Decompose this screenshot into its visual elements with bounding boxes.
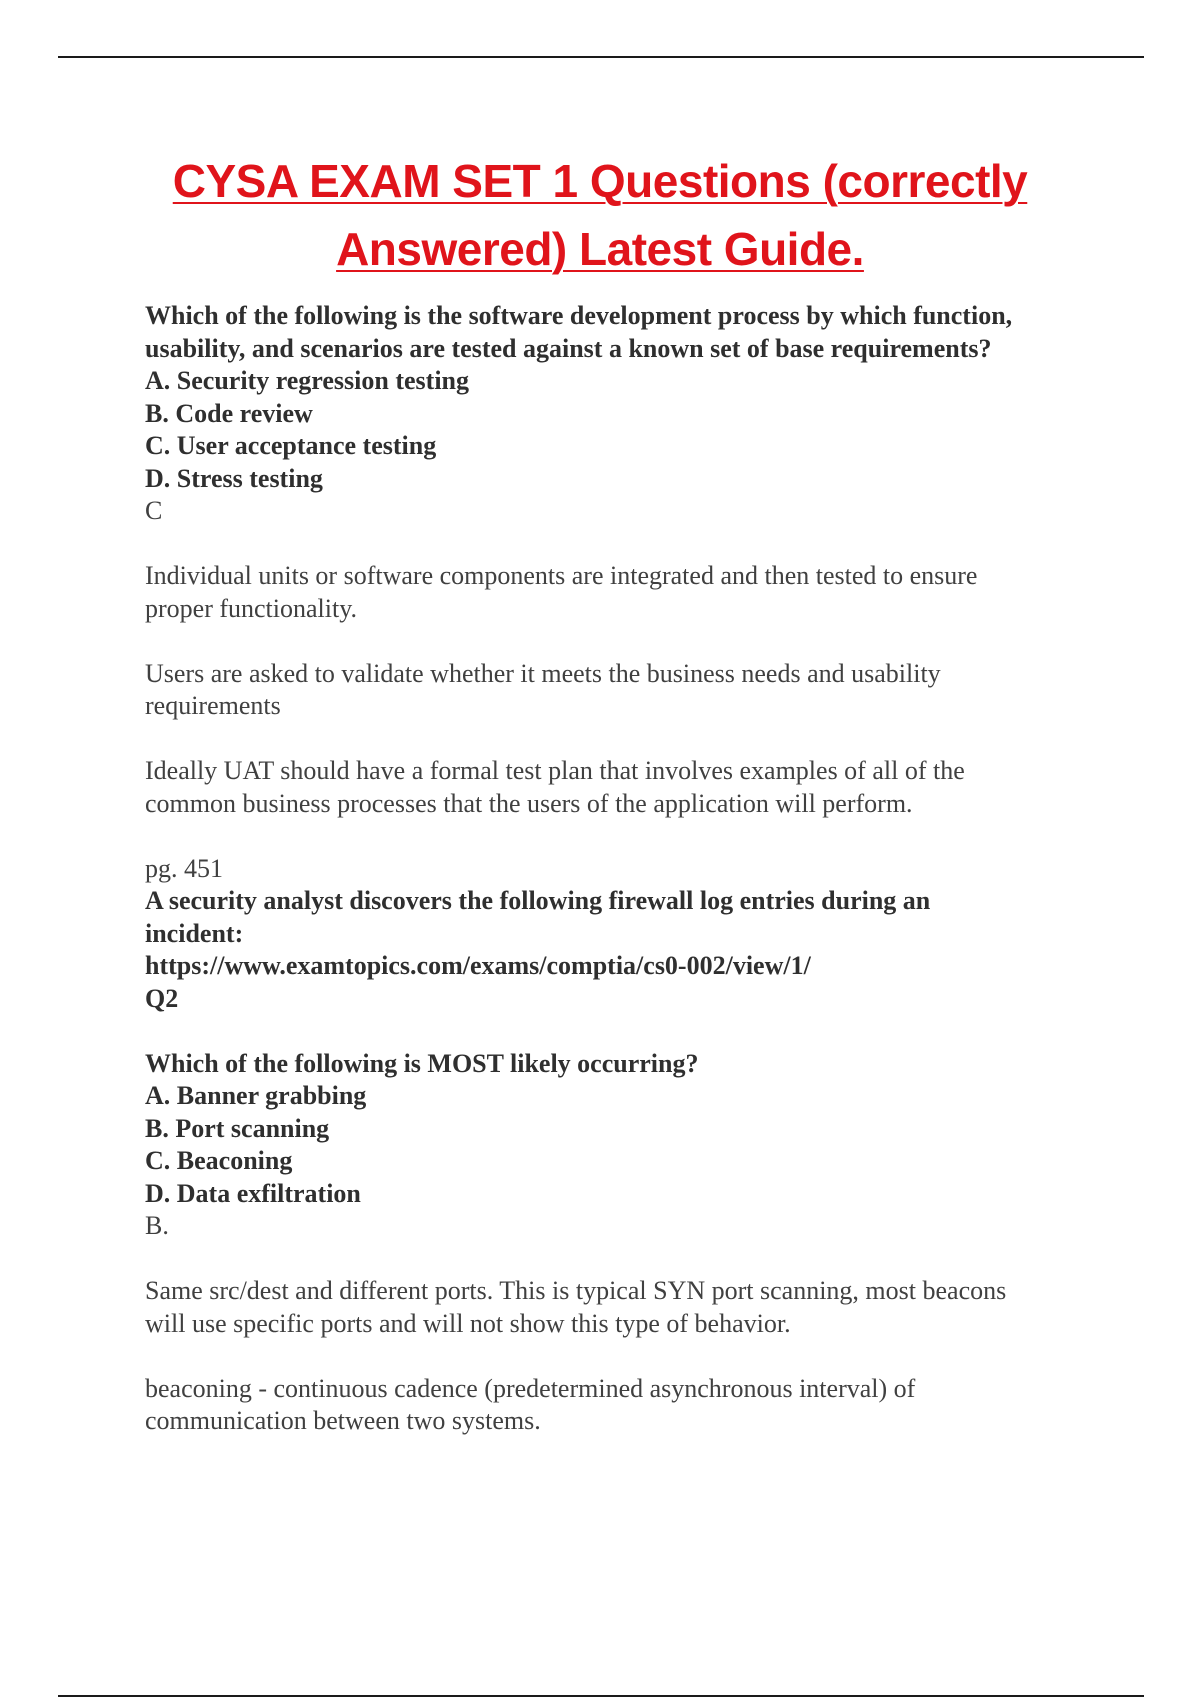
question-2-option-d: D. Data exfiltration [145, 1178, 361, 1208]
question-1-explanation-3-line-1: Ideally UAT should have a formal test plan that involves examples of all of the [145, 756, 965, 785]
question-1-option-c: C. User acceptance testing [145, 431, 437, 460]
question-1-option-d: D. Stress testing [145, 463, 323, 493]
question-1-explanation-1-line-2: proper functionality. [145, 593, 358, 623]
spacer [145, 1340, 1105, 1373]
question-1-text-line-1: Which of the following is the software development process by which function, [145, 301, 1013, 330]
document-body [145, 300, 1105, 1438]
spacer [145, 820, 1105, 853]
question-1-explanation-1-line-1: Individual units or software components are integrated and then tested to ensure [145, 561, 978, 590]
page-reference: pg. 451 [145, 853, 223, 883]
question-1-option-a: A. Security regression testing [145, 366, 469, 395]
question-2-text: Which of the following is MOST likely occurring? [145, 1048, 699, 1078]
question-2-explanation-2-line-1: beaconing - continuous cadence (predetermined asynchronous interval) of [145, 1373, 916, 1403]
question-2-explanation-1-line-2: will use specific ports and will not show this type of behavior. [145, 1308, 791, 1338]
question-1 [145, 300, 1105, 885]
question-2-label: Q2 [145, 983, 179, 1013]
question-1-explanation-2-line-2: requirements [145, 691, 281, 720]
question-2 [145, 885, 1105, 1438]
question-1-answer: C [145, 496, 163, 525]
question-1-text-line-2: usability, and scenarios are tested against a known set of base requirements? [145, 333, 992, 363]
question-2-option-b: B. Port scanning [145, 1113, 330, 1143]
question-2-explanation-2-line-2: communication between two systems. [145, 1406, 541, 1435]
spacer [145, 1015, 1105, 1048]
question-2-option-a: A. Banner grabbing [145, 1081, 367, 1110]
spacer [145, 723, 1105, 756]
header-rule [58, 56, 1144, 58]
question-2-answer: B. [145, 1211, 169, 1240]
question-2-explanation-1-line-1: Same src/dest and different ports. This is typical SYN port scanning, most beacons [145, 1276, 1007, 1305]
footer-rule [58, 1695, 1144, 1697]
spacer [145, 528, 1105, 561]
document-title [100, 147, 1100, 283]
title-line-1: CYSA EXAM SET 1 Questions (correctly [172, 155, 1028, 207]
question-2-option-c: C. Beaconing [145, 1146, 293, 1175]
question-1-option-b: B. Code review [145, 398, 313, 428]
question-2-source-url: https://www.examtopics.com/exams/comptia/cs0-002/view/1/ [145, 951, 811, 980]
title-line-2: Answered) Latest Guide. [336, 223, 864, 275]
spacer [145, 1243, 1105, 1276]
question-2-intro-line-2: incident: [145, 918, 244, 948]
question-1-explanation-2-line-1: Users are asked to validate whether it meets the business needs and usability [145, 658, 941, 688]
spacer [145, 625, 1105, 658]
question-1-explanation-3-line-2: common business processes that the users of the application will perform. [145, 788, 913, 818]
question-2-intro-line-1: A security analyst discovers the following firewall log entries during an [145, 886, 931, 915]
